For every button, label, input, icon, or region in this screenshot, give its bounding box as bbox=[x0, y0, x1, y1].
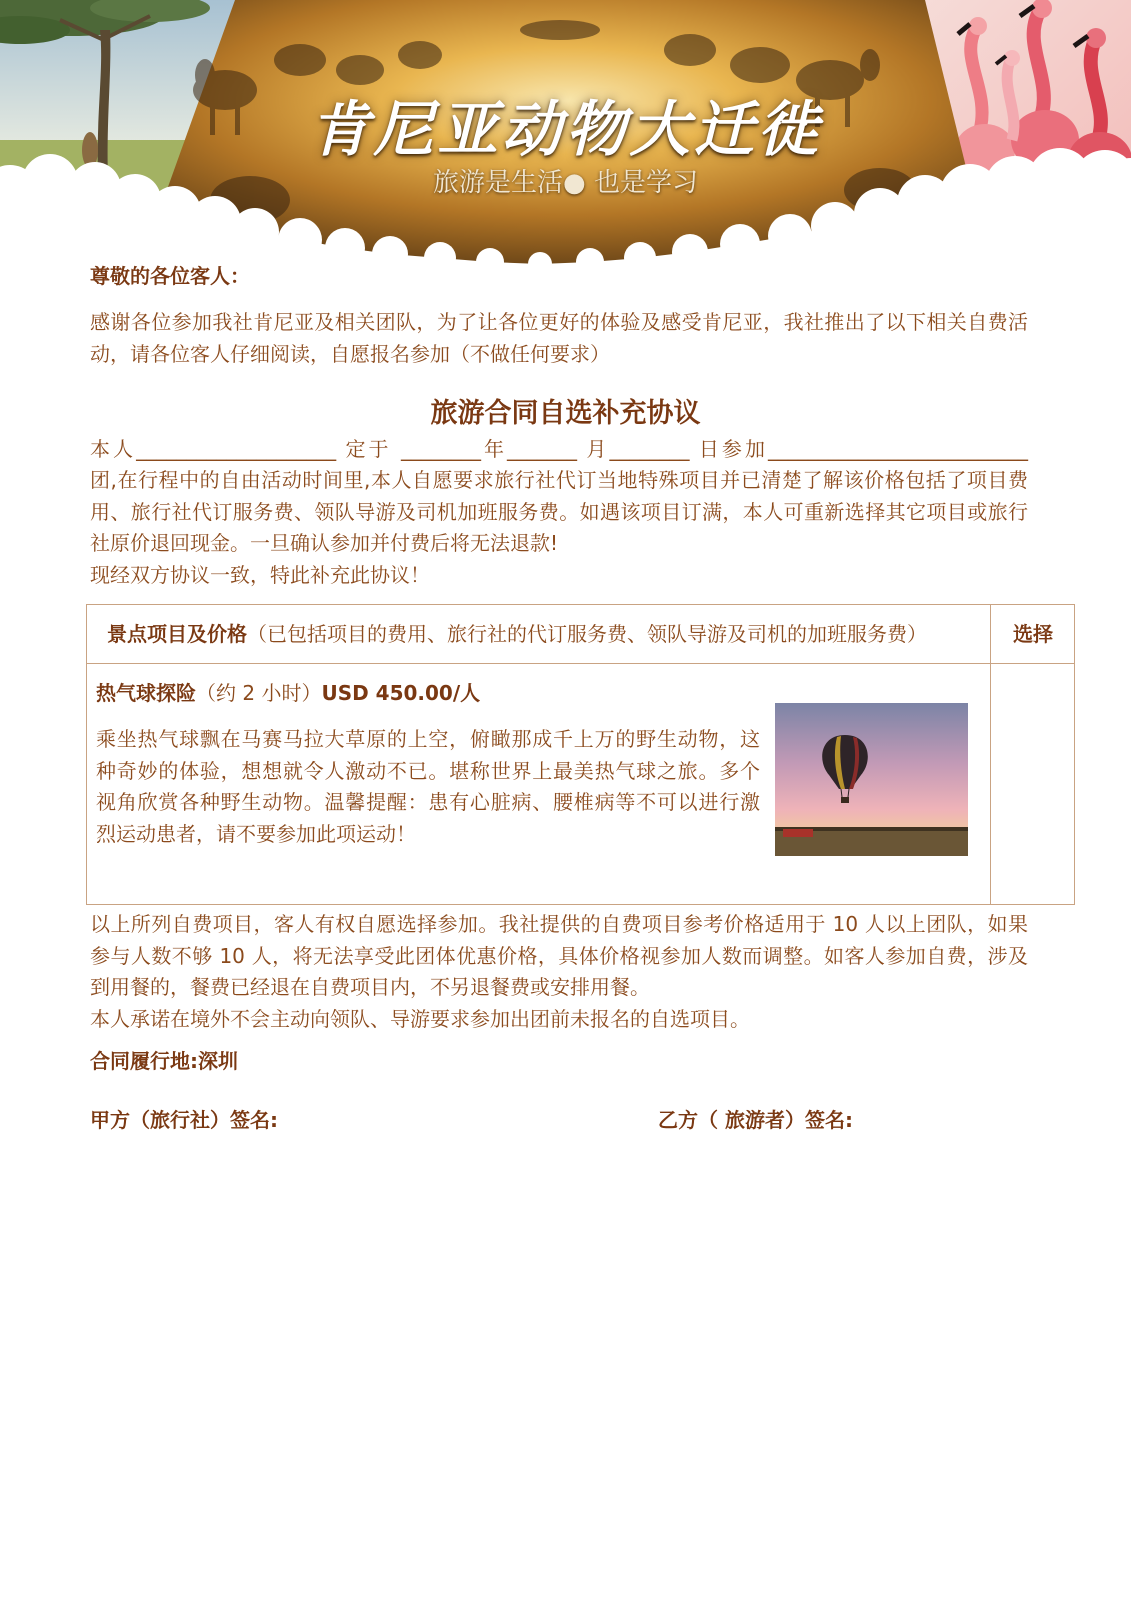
intro-line: 感谢各位参加我社肯尼亚及相关团队，为了让各位更好的体验及感受肯尼亚，我社推出了以下相关自费活 bbox=[90, 310, 1028, 334]
agreement-paragraph bbox=[90, 465, 1028, 591]
item-name: 热气球探险 bbox=[96, 681, 196, 705]
description-line: 种奇妙的体验，想想就令人激动不已。堪称世界上最美热气球之旅。多个 bbox=[96, 758, 760, 783]
item-description bbox=[96, 724, 760, 850]
table-header-items bbox=[107, 619, 927, 649]
table-header-select: 选择 bbox=[1013, 622, 1053, 646]
contract-place bbox=[90, 1046, 1028, 1078]
agreement-title: 旅游合同自选补充协议 bbox=[430, 398, 701, 429]
notes-paragraph bbox=[90, 909, 1028, 1035]
notes-line: 参与人数不够 10 人，将无法享受此团体优惠价格，具体价格视参加人数而调整。如客人参加自费，涉及 bbox=[90, 943, 1028, 968]
hot-air-balloon-photo bbox=[775, 703, 968, 856]
banner-title: 肯尼亚动物大迁徙 bbox=[309, 95, 822, 165]
description-line: 视角欣赏各种野生动物。温馨提醒：患有心脏病、腰椎病等不可以进行激 bbox=[96, 790, 760, 814]
header-items-note: （已包括项目的费用、旅行社的代订服务费、领队导游及司机的加班服务费） bbox=[247, 622, 927, 646]
intro-line: 动，请各位客人仔细阅读，自愿报名参加（不做任何要求） bbox=[90, 341, 610, 366]
agreement-closing: 现经双方协议一致，特此补充此协议！ bbox=[90, 562, 430, 587]
agreement-line: 社原价退回现金。一旦确认参加并付费后将无法退款! bbox=[90, 531, 559, 555]
party-b-signature-label: 乙方（ 旅游者）签名: bbox=[658, 1108, 853, 1132]
column-divider bbox=[990, 605, 991, 904]
item-price: USD 450.00/人 bbox=[321, 681, 481, 705]
contract-place-text: 合同履行地:深圳 bbox=[90, 1049, 238, 1073]
notes-line: 以上所列自费项目，客人有权自愿选择参加。我社提供的自费项目参考价格适用于 10 人以上团队，如果 bbox=[90, 912, 1028, 936]
description-line: 乘坐热气球飘在马赛马拉大草原的上空，俯瞰那成千上万的野生动物，这 bbox=[96, 727, 760, 751]
agreement-line: 用、旅行社代订服务费、领队导游及司机加班服务费。如遇该项目订满，本人可重新选择其它项目或旅行 bbox=[90, 499, 1028, 524]
description-line: 烈运动患者，请不要参加此项运动！ bbox=[96, 821, 416, 846]
agreement-line: 团,在行程中的自由活动时间里,本人自愿要求旅行社代订当地特殊项目并已清楚了解该价格包括了项目费 bbox=[90, 468, 1028, 492]
activity-table bbox=[86, 604, 1075, 905]
item-title bbox=[96, 678, 480, 708]
pledge-text: 本人承诺在境外不会主动向领队、导游要求参加出团前未报名的自选项目。 bbox=[90, 1006, 750, 1031]
intro-paragraph bbox=[90, 307, 1028, 370]
notes-line: 到用餐的，餐费已经退在自费项目内，不另退餐费或安排用餐。 bbox=[90, 975, 650, 999]
fill-in-text: 本人____________________ 定于 ________年_______ 月________ 日参加__________________________ bbox=[90, 437, 1028, 461]
header-banner bbox=[0, 0, 1131, 265]
party-a-signature-label: 甲方（旅行社）签名: bbox=[90, 1108, 278, 1132]
greeting bbox=[90, 261, 1028, 293]
greeting-text: 尊敬的各位客人： bbox=[90, 264, 250, 288]
banner-subtitle: 旅游是生活● 也是学习 bbox=[433, 168, 698, 198]
header-items-label: 景点项目及价格 bbox=[107, 622, 247, 646]
item-duration: （约 2 小时） bbox=[196, 681, 322, 705]
fill-in-line bbox=[90, 434, 1028, 466]
